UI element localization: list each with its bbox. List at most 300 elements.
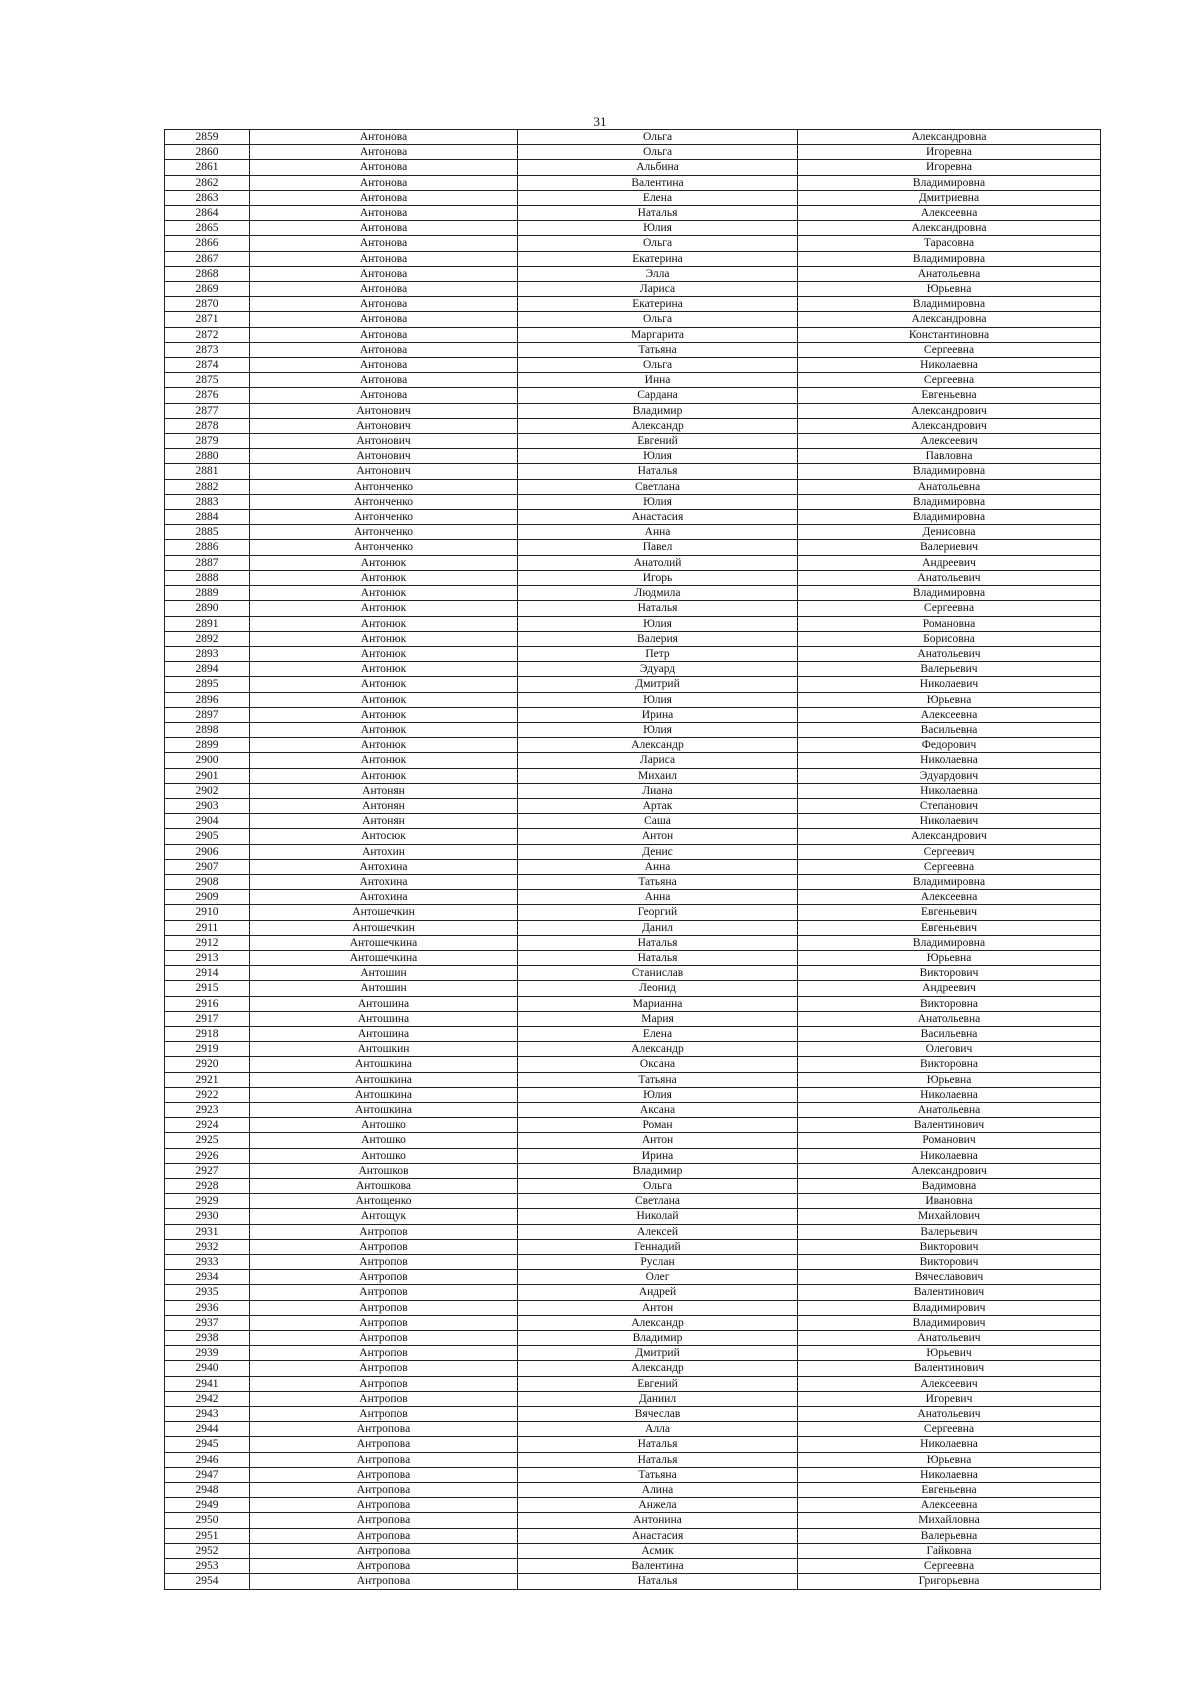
table-row xyxy=(165,631,1101,646)
table-row xyxy=(165,297,1101,312)
first-name-cell: Александр xyxy=(518,738,798,753)
first-name-cell: Елена xyxy=(518,190,798,205)
row-number-cell: 2941 xyxy=(165,1376,250,1391)
table-row xyxy=(165,160,1101,175)
first-name-cell: Дмитрий xyxy=(518,677,798,692)
table-row xyxy=(165,236,1101,251)
table-row xyxy=(165,282,1101,297)
table-row xyxy=(165,130,1101,145)
row-number-cell: 2943 xyxy=(165,1407,250,1422)
last-name-cell: Антропов xyxy=(250,1224,518,1239)
row-number-cell: 2930 xyxy=(165,1209,250,1224)
first-name-cell: Юлия xyxy=(518,692,798,707)
table-row xyxy=(165,464,1101,479)
patronymic-cell: Михайловна xyxy=(798,1513,1101,1528)
last-name-cell: Антонян xyxy=(250,814,518,829)
first-name-cell: Ирина xyxy=(518,1148,798,1163)
patronymic-cell: Владимировна xyxy=(798,874,1101,889)
row-number-cell: 2935 xyxy=(165,1285,250,1300)
table-row xyxy=(165,1331,1101,1346)
row-number-cell: 2938 xyxy=(165,1331,250,1346)
last-name-cell: Антошина xyxy=(250,1026,518,1041)
last-name-cell: Антонова xyxy=(250,312,518,327)
row-number-cell: 2881 xyxy=(165,464,250,479)
last-name-cell: Антошков xyxy=(250,1163,518,1178)
row-number-cell: 2902 xyxy=(165,783,250,798)
first-name-cell: Екатерина xyxy=(518,297,798,312)
first-name-cell: Алексей xyxy=(518,1224,798,1239)
table-row xyxy=(165,1209,1101,1224)
name-list-table xyxy=(164,129,1101,1590)
table-row xyxy=(165,1300,1101,1315)
last-name-cell: Антонова xyxy=(250,251,518,266)
patronymic-cell: Викторовна xyxy=(798,1057,1101,1072)
first-name-cell: Элла xyxy=(518,266,798,281)
table-row xyxy=(165,251,1101,266)
last-name-cell: Антонченко xyxy=(250,479,518,494)
table-row xyxy=(165,1467,1101,1482)
first-name-cell: Юлия xyxy=(518,449,798,464)
table-row xyxy=(165,996,1101,1011)
row-number-cell: 2927 xyxy=(165,1163,250,1178)
row-number-cell: 2950 xyxy=(165,1513,250,1528)
row-number-cell: 2952 xyxy=(165,1543,250,1558)
last-name-cell: Антощук xyxy=(250,1209,518,1224)
table-row xyxy=(165,190,1101,205)
first-name-cell: Наталья xyxy=(518,950,798,965)
first-name-cell: Валерия xyxy=(518,631,798,646)
patronymic-cell: Александровна xyxy=(798,130,1101,145)
patronymic-cell: Валерьевич xyxy=(798,1224,1101,1239)
patronymic-cell: Юрьевна xyxy=(798,950,1101,965)
table-row xyxy=(165,981,1101,996)
patronymic-cell: Александрович xyxy=(798,1163,1101,1178)
row-number-cell: 2954 xyxy=(165,1574,250,1589)
patronymic-cell: Дмитриевна xyxy=(798,190,1101,205)
table-row xyxy=(165,1179,1101,1194)
patronymic-cell: Николаевич xyxy=(798,677,1101,692)
first-name-cell: Ольга xyxy=(518,236,798,251)
row-number-cell: 2904 xyxy=(165,814,250,829)
row-number-cell: 2920 xyxy=(165,1057,250,1072)
row-number-cell: 2863 xyxy=(165,190,250,205)
table-row xyxy=(165,342,1101,357)
row-number-cell: 2939 xyxy=(165,1346,250,1361)
row-number-cell: 2872 xyxy=(165,327,250,342)
row-number-cell: 2879 xyxy=(165,434,250,449)
table-row xyxy=(165,646,1101,661)
table-row xyxy=(165,1574,1101,1589)
table-row xyxy=(165,1285,1101,1300)
last-name-cell: Антропов xyxy=(250,1255,518,1270)
table-row xyxy=(165,525,1101,540)
row-number-cell: 2893 xyxy=(165,646,250,661)
table-row xyxy=(165,586,1101,601)
row-number-cell: 2860 xyxy=(165,145,250,160)
first-name-cell: Оксана xyxy=(518,1057,798,1072)
row-number-cell: 2949 xyxy=(165,1498,250,1513)
last-name-cell: Антонченко xyxy=(250,540,518,555)
last-name-cell: Антонова xyxy=(250,236,518,251)
patronymic-cell: Николаевна xyxy=(798,1148,1101,1163)
last-name-cell: Антонова xyxy=(250,327,518,342)
patronymic-cell: Александрович xyxy=(798,403,1101,418)
patronymic-cell: Константиновна xyxy=(798,327,1101,342)
row-number-cell: 2864 xyxy=(165,206,250,221)
first-name-cell: Даниил xyxy=(518,1391,798,1406)
first-name-cell: Антон xyxy=(518,829,798,844)
last-name-cell: Антонова xyxy=(250,373,518,388)
row-number-cell: 2945 xyxy=(165,1437,250,1452)
table-row xyxy=(165,312,1101,327)
patronymic-cell: Владимировна xyxy=(798,251,1101,266)
row-number-cell: 2892 xyxy=(165,631,250,646)
patronymic-cell: Валерьевич xyxy=(798,662,1101,677)
row-number-cell: 2934 xyxy=(165,1270,250,1285)
last-name-cell: Антонюк xyxy=(250,722,518,737)
patronymic-cell: Валентинович xyxy=(798,1361,1101,1376)
first-name-cell: Валентина xyxy=(518,175,798,190)
table-row xyxy=(165,479,1101,494)
patronymic-cell: Владимирович xyxy=(798,1315,1101,1330)
patronymic-cell: Гайковна xyxy=(798,1543,1101,1558)
first-name-cell: Наталья xyxy=(518,1437,798,1452)
table-row xyxy=(165,1103,1101,1118)
patronymic-cell: Александрович xyxy=(798,418,1101,433)
patronymic-cell: Анатольевна xyxy=(798,1103,1101,1118)
table-row xyxy=(165,1224,1101,1239)
row-number-cell: 2946 xyxy=(165,1452,250,1467)
row-number-cell: 2868 xyxy=(165,266,250,281)
table-row xyxy=(165,814,1101,829)
patronymic-cell: Павловна xyxy=(798,449,1101,464)
row-number-cell: 2913 xyxy=(165,950,250,965)
last-name-cell: Антошечкина xyxy=(250,935,518,950)
row-number-cell: 2875 xyxy=(165,373,250,388)
last-name-cell: Антосюк xyxy=(250,829,518,844)
last-name-cell: Антропова xyxy=(250,1559,518,1574)
table-row xyxy=(165,601,1101,616)
last-name-cell: Антонович xyxy=(250,403,518,418)
first-name-cell: Александр xyxy=(518,418,798,433)
last-name-cell: Антропова xyxy=(250,1513,518,1528)
table-row xyxy=(165,950,1101,965)
table-row xyxy=(165,874,1101,889)
patronymic-cell: Владимировна xyxy=(798,935,1101,950)
patronymic-cell: Николаевна xyxy=(798,753,1101,768)
row-number-cell: 2910 xyxy=(165,905,250,920)
patronymic-cell: Вадимовна xyxy=(798,1179,1101,1194)
row-number-cell: 2905 xyxy=(165,829,250,844)
patronymic-cell: Юрьевна xyxy=(798,1452,1101,1467)
row-number-cell: 2859 xyxy=(165,130,250,145)
table-row xyxy=(165,1057,1101,1072)
last-name-cell: Антропова xyxy=(250,1528,518,1543)
table-row xyxy=(165,829,1101,844)
row-number-cell: 2914 xyxy=(165,966,250,981)
first-name-cell: Юлия xyxy=(518,494,798,509)
last-name-cell: Антошко xyxy=(250,1148,518,1163)
row-number-cell: 2929 xyxy=(165,1194,250,1209)
patronymic-cell: Игоревич xyxy=(798,1391,1101,1406)
first-name-cell: Алина xyxy=(518,1483,798,1498)
table-row xyxy=(165,494,1101,509)
last-name-cell: Антохина xyxy=(250,890,518,905)
patronymic-cell: Юрьевич xyxy=(798,1346,1101,1361)
last-name-cell: Антошечкин xyxy=(250,920,518,935)
patronymic-cell: Григорьевна xyxy=(798,1574,1101,1589)
table-row xyxy=(165,206,1101,221)
first-name-cell: Ольга xyxy=(518,1179,798,1194)
patronymic-cell: Александровна xyxy=(798,312,1101,327)
row-number-cell: 2903 xyxy=(165,798,250,813)
patronymic-cell: Романович xyxy=(798,1133,1101,1148)
patronymic-cell: Анатольевич xyxy=(798,646,1101,661)
row-number-cell: 2951 xyxy=(165,1528,250,1543)
last-name-cell: Антонова xyxy=(250,342,518,357)
first-name-cell: Маргарита xyxy=(518,327,798,342)
first-name-cell: Анжела xyxy=(518,1498,798,1513)
first-name-cell: Ольга xyxy=(518,358,798,373)
first-name-cell: Наталья xyxy=(518,1574,798,1589)
row-number-cell: 2944 xyxy=(165,1422,250,1437)
first-name-cell: Алла xyxy=(518,1422,798,1437)
first-name-cell: Леонид xyxy=(518,981,798,996)
row-number-cell: 2918 xyxy=(165,1026,250,1041)
row-number-cell: 2886 xyxy=(165,540,250,555)
patronymic-cell: Борисовна xyxy=(798,631,1101,646)
first-name-cell: Наталья xyxy=(518,935,798,950)
first-name-cell: Елена xyxy=(518,1026,798,1041)
table-row xyxy=(165,1437,1101,1452)
patronymic-cell: Алексеевна xyxy=(798,890,1101,905)
last-name-cell: Антропов xyxy=(250,1331,518,1346)
last-name-cell: Антропов xyxy=(250,1270,518,1285)
row-number-cell: 2912 xyxy=(165,935,250,950)
patronymic-cell: Валентинович xyxy=(798,1118,1101,1133)
row-number-cell: 2887 xyxy=(165,555,250,570)
first-name-cell: Анна xyxy=(518,859,798,874)
last-name-cell: Антропов xyxy=(250,1300,518,1315)
last-name-cell: Антонюк xyxy=(250,768,518,783)
patronymic-cell: Анатольевич xyxy=(798,1331,1101,1346)
last-name-cell: Антропов xyxy=(250,1315,518,1330)
table-row xyxy=(165,859,1101,874)
last-name-cell: Антонченко xyxy=(250,494,518,509)
table-row xyxy=(165,1361,1101,1376)
patronymic-cell: Викторович xyxy=(798,1239,1101,1254)
first-name-cell: Инна xyxy=(518,373,798,388)
row-number-cell: 2937 xyxy=(165,1315,250,1330)
last-name-cell: Антохин xyxy=(250,844,518,859)
name-list-body xyxy=(165,130,1101,1590)
first-name-cell: Анна xyxy=(518,890,798,905)
patronymic-cell: Викторович xyxy=(798,966,1101,981)
table-row xyxy=(165,1483,1101,1498)
table-row xyxy=(165,1087,1101,1102)
row-number-cell: 2869 xyxy=(165,282,250,297)
last-name-cell: Антропов xyxy=(250,1376,518,1391)
row-number-cell: 2925 xyxy=(165,1133,250,1148)
patronymic-cell: Владимирович xyxy=(798,1300,1101,1315)
row-number-cell: 2900 xyxy=(165,753,250,768)
patronymic-cell: Сергеевна xyxy=(798,601,1101,616)
last-name-cell: Антропов xyxy=(250,1285,518,1300)
row-number-cell: 2911 xyxy=(165,920,250,935)
first-name-cell: Михаил xyxy=(518,768,798,783)
table-row xyxy=(165,1194,1101,1209)
last-name-cell: Антонян xyxy=(250,798,518,813)
row-number-cell: 2898 xyxy=(165,722,250,737)
last-name-cell: Антонюк xyxy=(250,616,518,631)
last-name-cell: Антошкина xyxy=(250,1103,518,1118)
patronymic-cell: Сергеевна xyxy=(798,373,1101,388)
patronymic-cell: Валентинович xyxy=(798,1285,1101,1300)
table-row xyxy=(165,1498,1101,1513)
first-name-cell: Сардана xyxy=(518,388,798,403)
first-name-cell: Александр xyxy=(518,1042,798,1057)
patronymic-cell: Игоревна xyxy=(798,160,1101,175)
table-row xyxy=(165,327,1101,342)
patronymic-cell: Анатольевич xyxy=(798,1407,1101,1422)
last-name-cell: Антонова xyxy=(250,358,518,373)
table-row xyxy=(165,1391,1101,1406)
last-name-cell: Антонович xyxy=(250,418,518,433)
patronymic-cell: Федорович xyxy=(798,738,1101,753)
first-name-cell: Лиана xyxy=(518,783,798,798)
last-name-cell: Антошина xyxy=(250,1011,518,1026)
table-row xyxy=(165,1026,1101,1041)
row-number-cell: 2924 xyxy=(165,1118,250,1133)
last-name-cell: Антонова xyxy=(250,160,518,175)
first-name-cell: Юлия xyxy=(518,221,798,236)
last-name-cell: Антонова xyxy=(250,206,518,221)
last-name-cell: Антонович xyxy=(250,449,518,464)
last-name-cell: Антонова xyxy=(250,221,518,236)
patronymic-cell: Андреевич xyxy=(798,555,1101,570)
row-number-cell: 2877 xyxy=(165,403,250,418)
row-number-cell: 2880 xyxy=(165,449,250,464)
last-name-cell: Антощенко xyxy=(250,1194,518,1209)
first-name-cell: Анастасия xyxy=(518,510,798,525)
table-row xyxy=(165,449,1101,464)
table-row xyxy=(165,1376,1101,1391)
row-number-cell: 2953 xyxy=(165,1559,250,1574)
table-row xyxy=(165,1148,1101,1163)
table-row xyxy=(165,266,1101,281)
last-name-cell: Антропова xyxy=(250,1574,518,1589)
last-name-cell: Антонова xyxy=(250,388,518,403)
last-name-cell: Антошечкин xyxy=(250,905,518,920)
table-row xyxy=(165,722,1101,737)
first-name-cell: Юлия xyxy=(518,616,798,631)
table-row xyxy=(165,358,1101,373)
patronymic-cell: Владимировна xyxy=(798,464,1101,479)
table-row xyxy=(165,510,1101,525)
last-name-cell: Антонова xyxy=(250,190,518,205)
table-row xyxy=(165,1270,1101,1285)
last-name-cell: Антонченко xyxy=(250,510,518,525)
patronymic-cell: Денисовна xyxy=(798,525,1101,540)
table-row xyxy=(165,1255,1101,1270)
table-row xyxy=(165,768,1101,783)
patronymic-cell: Юрьевна xyxy=(798,282,1101,297)
row-number-cell: 2915 xyxy=(165,981,250,996)
row-number-cell: 2865 xyxy=(165,221,250,236)
row-number-cell: 2876 xyxy=(165,388,250,403)
table-row xyxy=(165,175,1101,190)
patronymic-cell: Алексеевна xyxy=(798,1498,1101,1513)
first-name-cell: Андрей xyxy=(518,1285,798,1300)
last-name-cell: Антошкина xyxy=(250,1087,518,1102)
first-name-cell: Аксана xyxy=(518,1103,798,1118)
patronymic-cell: Васильевна xyxy=(798,722,1101,737)
row-number-cell: 2947 xyxy=(165,1467,250,1482)
table-row xyxy=(165,1513,1101,1528)
row-number-cell: 2896 xyxy=(165,692,250,707)
first-name-cell: Евгений xyxy=(518,434,798,449)
last-name-cell: Антошкин xyxy=(250,1042,518,1057)
row-number-cell: 2917 xyxy=(165,1011,250,1026)
patronymic-cell: Игоревна xyxy=(798,145,1101,160)
table-row xyxy=(165,844,1101,859)
last-name-cell: Антропов xyxy=(250,1407,518,1422)
row-number-cell: 2885 xyxy=(165,525,250,540)
table-row xyxy=(165,403,1101,418)
row-number-cell: 2940 xyxy=(165,1361,250,1376)
last-name-cell: Антошкина xyxy=(250,1057,518,1072)
table-row xyxy=(165,1118,1101,1133)
table-row xyxy=(165,692,1101,707)
patronymic-cell: Владимировна xyxy=(798,175,1101,190)
row-number-cell: 2907 xyxy=(165,859,250,874)
first-name-cell: Станислав xyxy=(518,966,798,981)
last-name-cell: Антонова xyxy=(250,145,518,160)
patronymic-cell: Сергеевна xyxy=(798,1422,1101,1437)
first-name-cell: Лариса xyxy=(518,753,798,768)
patronymic-cell: Николаевна xyxy=(798,1467,1101,1482)
first-name-cell: Лариса xyxy=(518,282,798,297)
row-number-cell: 2889 xyxy=(165,586,250,601)
row-number-cell: 2882 xyxy=(165,479,250,494)
last-name-cell: Антонова xyxy=(250,266,518,281)
last-name-cell: Антонюк xyxy=(250,692,518,707)
table-row xyxy=(165,145,1101,160)
patronymic-cell: Николаевич xyxy=(798,814,1101,829)
last-name-cell: Антошко xyxy=(250,1133,518,1148)
patronymic-cell: Владимировна xyxy=(798,494,1101,509)
last-name-cell: Антонова xyxy=(250,297,518,312)
patronymic-cell: Тарасовна xyxy=(798,236,1101,251)
first-name-cell: Анастасия xyxy=(518,1528,798,1543)
row-number-cell: 2908 xyxy=(165,874,250,889)
table-row xyxy=(165,662,1101,677)
table-row xyxy=(165,1011,1101,1026)
first-name-cell: Павел xyxy=(518,540,798,555)
first-name-cell: Наталья xyxy=(518,601,798,616)
table-row xyxy=(165,1239,1101,1254)
patronymic-cell: Эдуардович xyxy=(798,768,1101,783)
table-row xyxy=(165,738,1101,753)
row-number-cell: 2923 xyxy=(165,1103,250,1118)
first-name-cell: Юлия xyxy=(518,722,798,737)
last-name-cell: Антохина xyxy=(250,859,518,874)
patronymic-cell: Евгеньевич xyxy=(798,920,1101,935)
last-name-cell: Антошин xyxy=(250,966,518,981)
last-name-cell: Антропова xyxy=(250,1437,518,1452)
first-name-cell: Наталья xyxy=(518,206,798,221)
table-row xyxy=(165,798,1101,813)
